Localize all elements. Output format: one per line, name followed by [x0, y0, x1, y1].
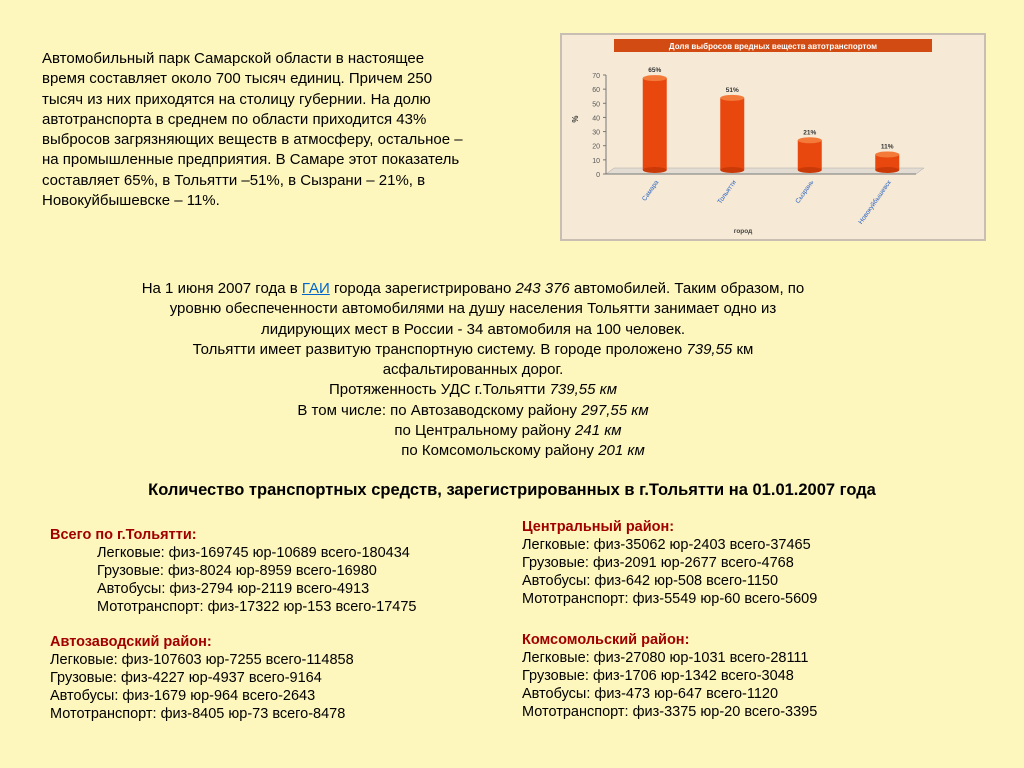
- centralny-section: [522, 518, 817, 608]
- komsomolsky-row: Грузовые: физ-1706 юр-1342 всего-3048: [522, 668, 794, 685]
- uds-length: 739,55 км: [549, 381, 617, 399]
- central-length: 241 км: [575, 422, 622, 440]
- bar-top: [720, 95, 744, 101]
- bar-base: [720, 167, 744, 173]
- info-line-9: по Комсомольскому району 201 км: [401, 442, 645, 460]
- info-line-1: На 1 июня 2007 года в ГАИ города зарегистрировано 243 376 автомобилей. Таким образом, по: [141, 280, 805, 297]
- bar: [798, 140, 822, 170]
- bar-base: [798, 167, 822, 173]
- komsomolsky-length: 201 км: [598, 442, 645, 460]
- category-label: Тольятти: [716, 179, 738, 206]
- y-tick-label: 60: [592, 87, 600, 95]
- emissions-chart-svg: [562, 35, 984, 239]
- bar-base: [875, 167, 899, 173]
- total-row: Легковые: физ-169745 юр-10689 всего-180434: [97, 545, 410, 562]
- intro-line: Новокуйбышевске – 11%.: [42, 192, 220, 210]
- roads-length: 739,55: [686, 340, 733, 358]
- data-label: 51%: [725, 86, 739, 94]
- info-line-2: уровню обеспеченности автомобилями на душу населения Тольятти занимает одно из: [169, 300, 777, 318]
- y-tick-label: 70: [592, 73, 600, 80]
- intro-line: выбросов загрязняющих веществ в атмосферу, остальное –: [42, 131, 463, 149]
- total-title: Всего по г.Тольятти:: [50, 527, 197, 543]
- y-tick-label: 50: [592, 101, 600, 109]
- bar: [720, 98, 744, 170]
- bar-top: [643, 75, 667, 81]
- intro-line: автотранспорта в среднем по области приходится 43%: [42, 110, 427, 128]
- avtozavodsky-row: Грузовые: физ-4227 юр-4937 всего-9164: [50, 670, 322, 687]
- info-line-6: Протяженность УДС г.Тольятти 739,55 км: [329, 381, 617, 399]
- bar-top: [875, 151, 899, 157]
- info-line-3: лидирующих мест в России - 34 автомобиля на 100 человек.: [260, 320, 685, 338]
- intro-line: составляет 65%, в Тольятти –51%, в Сызрани – 21%, в: [42, 171, 426, 189]
- y-tick-label: 0: [596, 172, 600, 179]
- data-label: 65%: [648, 67, 662, 75]
- intro-paragraph: [42, 49, 532, 211]
- total-row: Грузовые: физ-8024 юр-8959 всего-16980: [97, 563, 377, 580]
- intro-line: Автомобильный парк Самарской области в настоящее: [42, 50, 425, 67]
- intro-line: тысяч из них приходятся на столицу губернии. На долю: [42, 90, 431, 108]
- chart-title: Доля выбросов вредных веществ автотранспортом: [668, 42, 878, 51]
- data-label: 21%: [803, 129, 817, 137]
- komsomolsky-row: Мототранспорт: физ-3375 юр-20 всего-3395: [522, 704, 818, 721]
- komsomolsky-title: Комсомольский район:: [522, 632, 690, 648]
- emissions-chart: [560, 33, 986, 241]
- y-tick-label: 10: [592, 157, 600, 165]
- traffic-info-block: [90, 279, 856, 462]
- total-section: [50, 526, 416, 616]
- y-tick-label: 20: [592, 143, 600, 151]
- total-row: Автобусы: физ-2794 юр-2119 всего-4913: [97, 581, 370, 598]
- komsomolsky-row: Легковые: физ-27080 юр-1031 всего-28111: [522, 650, 809, 667]
- intro-line: время составляет около 700 тысяч единиц. Причем 250: [42, 70, 433, 88]
- centralny-row: Мототранспорт: физ-5549 юр-60 всего-5609: [522, 591, 818, 608]
- bar-base: [643, 167, 667, 173]
- category-label: Новокуйбышевск: [857, 179, 893, 226]
- bar-top: [798, 137, 822, 143]
- bar: [643, 78, 667, 170]
- category-label: Сызрань: [794, 179, 816, 205]
- avtozavodsky-length: 297,55 км: [581, 401, 649, 419]
- komsomolsky-row: Автобусы: физ-473 юр-647 всего-1120: [522, 686, 779, 703]
- centralny-row: Грузовые: физ-2091 юр-2677 всего-4768: [522, 555, 794, 572]
- vehicles-heading: Количество транспортных средств, зарегистрированных в г.Тольятти на 01.01.2007 года: [148, 481, 876, 499]
- total-row: Мототранспорт: физ-17322 юр-153 всего-17475: [97, 599, 417, 616]
- info-line-5: асфальтированных дорог.: [382, 361, 564, 379]
- gai-link[interactable]: ГАИ: [301, 280, 330, 297]
- y-tick-label: 40: [592, 115, 600, 123]
- avtozavodsky-row: Мототранспорт: физ-8405 юр-73 всего-8478: [50, 706, 346, 723]
- komsomolsky-section: [522, 631, 817, 721]
- x-axis-label: город: [733, 228, 753, 235]
- category-label: Самара: [641, 179, 661, 203]
- intro-line: на промышленные предприятия. В Самаре этот показатель: [42, 151, 460, 169]
- y-tick-label: 30: [592, 129, 600, 137]
- data-label: 11%: [880, 143, 894, 151]
- cars-count: 243 376: [515, 280, 570, 297]
- y-axis-label: %: [571, 115, 580, 123]
- info-line-8: по Центральному району 241 км: [394, 422, 622, 440]
- avtozavodsky-row: Автобусы: физ-1679 юр-964 всего-2643: [50, 688, 316, 705]
- info-line-4: Тольятти имеет развитую транспортную систему. В городе проложено 739,55 км: [192, 340, 754, 358]
- avtozavodsky-section: [50, 633, 354, 723]
- info-line-7: В том числе: по Автозаводскому району 297,55 км: [297, 401, 649, 419]
- avtozavodsky-row: Легковые: физ-107603 юр-7255 всего-114858: [50, 652, 354, 669]
- centralny-row: Легковые: физ-35062 юр-2403 всего-37465: [522, 537, 811, 554]
- avtozavodsky-title: Автозаводский район:: [50, 634, 212, 650]
- centralny-title: Центральный район:: [522, 519, 675, 535]
- centralny-row: Автобусы: физ-642 юр-508 всего-1150: [522, 573, 779, 590]
